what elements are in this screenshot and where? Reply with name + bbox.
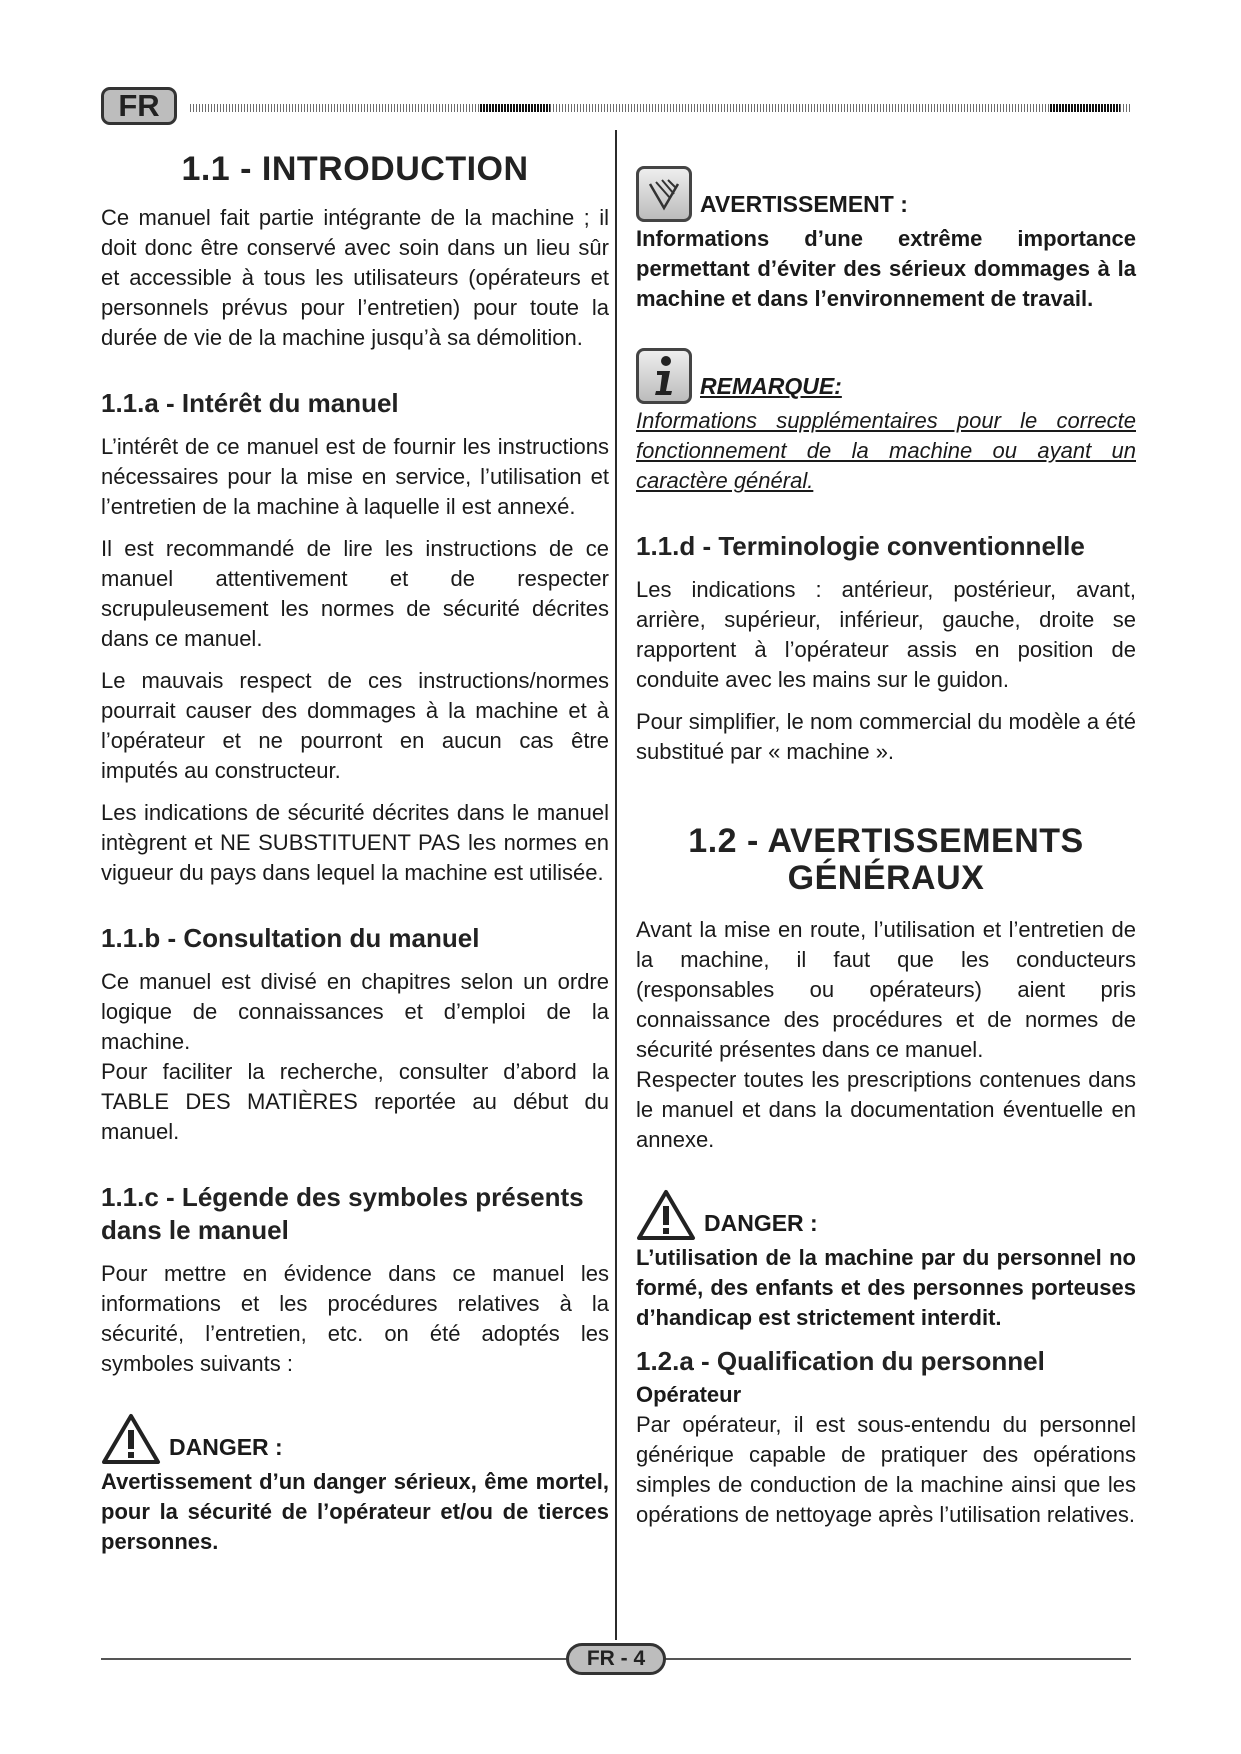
left-column [101,150,609,1569]
danger-note-header [636,1189,1136,1241]
page-number: FR - 4 [566,1643,666,1675]
section-title-line: 1.2 - AVERTISSEMENTS [688,822,1084,860]
operator-text: Par opérateur, il est sous-entendu du personnel générique capable de pratiquer des opérations simples de conduction de la machine ainsi que les opérations de nettoyage après l’utilisation relatives. [636,1412,1136,1527]
danger-title: DANGER : [704,1210,818,1236]
hand-warning-icon [636,166,692,222]
paragraph: Pour simplifier, le nom commercial du modèle a été substitué par « machine ». [636,709,1136,764]
paragraph: Les indications : antérieur, postérieur, avant, arrière, supérieur, inférieur, gauche, droite se rapportent à l’opérateur assis en position de conduite avec les mains sur le guidon. [636,577,1136,692]
paragraph: Il est recommandé de lire les instructions de ce manuel attentivement et de respecter scrupuleusement les normes de sécurité décrites dans ce manuel. [101,536,609,651]
subsection-title-interet: 1.1.a - Intérêt du manuel [101,388,399,418]
info-icon [636,348,692,404]
intro-paragraph: Ce manuel fait partie intégrante de la machine ; il doit donc être conservé avec soin dans un lieu sûr et accessible à tous les utilisateurs (opérateurs et personnels prévus pour l’entretien) pour toute la durée de vie de la machine jusqu’à sa démolition. [101,205,609,350]
subsection-title-consultation: 1.1.b - Consultation du manuel [101,923,480,953]
section-title-avertissements [636,823,1136,897]
column-divider [615,130,617,1640]
warning-triangle-icon [101,1413,161,1465]
paragraph: Les indications de sécurité décrites dans le manuel intègrent et NE SUBSTITUENT PAS les normes en vigueur du pays dans lequel la machine est utilisée. [101,800,609,885]
warning-text: Informations d’une extrême importance permettant d’éviter des sérieux dommages à la machine et dans l’environnement de travail. [636,226,1136,311]
paragraph: Pour faciliter la recherche, consulter d’abord la TABLE DES MATIÈRES reportée au début du manuel. [101,1059,609,1144]
warning-note-header [636,166,1136,222]
paragraph: Avant la mise en route, l’utilisation et l’entretien de la machine, il faut que les conducteurs (responsables ou opérateurs) aient pris connaissance des procédures et de normes de sécurité présentes dans ce manuel. [636,917,1136,1062]
danger-text: Avertissement d’un danger sérieux, ême mortel, pour la sécurité de l’opérateur et/ou de tierces personnes. [101,1469,609,1554]
danger-note-header [101,1413,609,1465]
warning-title: AVERTISSEMENT : [700,191,908,217]
paragraph: Le mauvais respect de ces instructions/normes pourrait causer des dommages à la machine et à l’opérateur et ne pourront en aucun cas être imputés au constructeur. [101,668,609,783]
section-title-line: GÉNÉRAUX [787,859,985,897]
subsection-title-legende: 1.1.c - Légende des symboles présents dans le manuel [101,1182,584,1245]
right-column [636,166,1136,1542]
operator-title: Opérateur [636,1382,742,1407]
header-rule [190,104,1130,112]
section-title-introduction: 1.1 - INTRODUCTION [181,150,529,188]
subsection-title-terminologie: 1.1.d - Terminologie conventionnelle [636,531,1085,561]
warning-triangle-icon [636,1189,696,1241]
remark-text: Informations supplémentaires pour le correcte fonctionnement de la machine ou ayant un caractère général. [636,408,1136,493]
remark-note-header [636,348,1136,404]
paragraph: Pour mettre en évidence dans ce manuel les informations et les procédures relatives à la sécurité, l’entretien, etc. on été adoptés les symboles suivants : [101,1261,609,1376]
paragraph: Ce manuel est divisé en chapitres selon un ordre logique de connaissances et d’emploi de la machine. [101,969,609,1054]
language-badge: FR [101,87,177,125]
danger-text: L’utilisation de la machine par du personnel no formé, des enfants et des personnes porteuses d’handicap est strictement interdit. [636,1245,1136,1330]
remark-title: REMARQUE: [700,373,842,399]
subsection-title-qualification: 1.2.a - Qualification du personnel [636,1346,1045,1376]
paragraph: Respecter toutes les prescriptions contenues dans le manuel et dans la documentation éventuelle en annexe. [636,1067,1136,1152]
paragraph: L’intérêt de ce manuel est de fournir les instructions nécessaires pour la mise en service, l’utilisation et l’entretien de la machine à laquelle il est annexé. [101,434,609,519]
danger-title: DANGER : [169,1434,283,1460]
